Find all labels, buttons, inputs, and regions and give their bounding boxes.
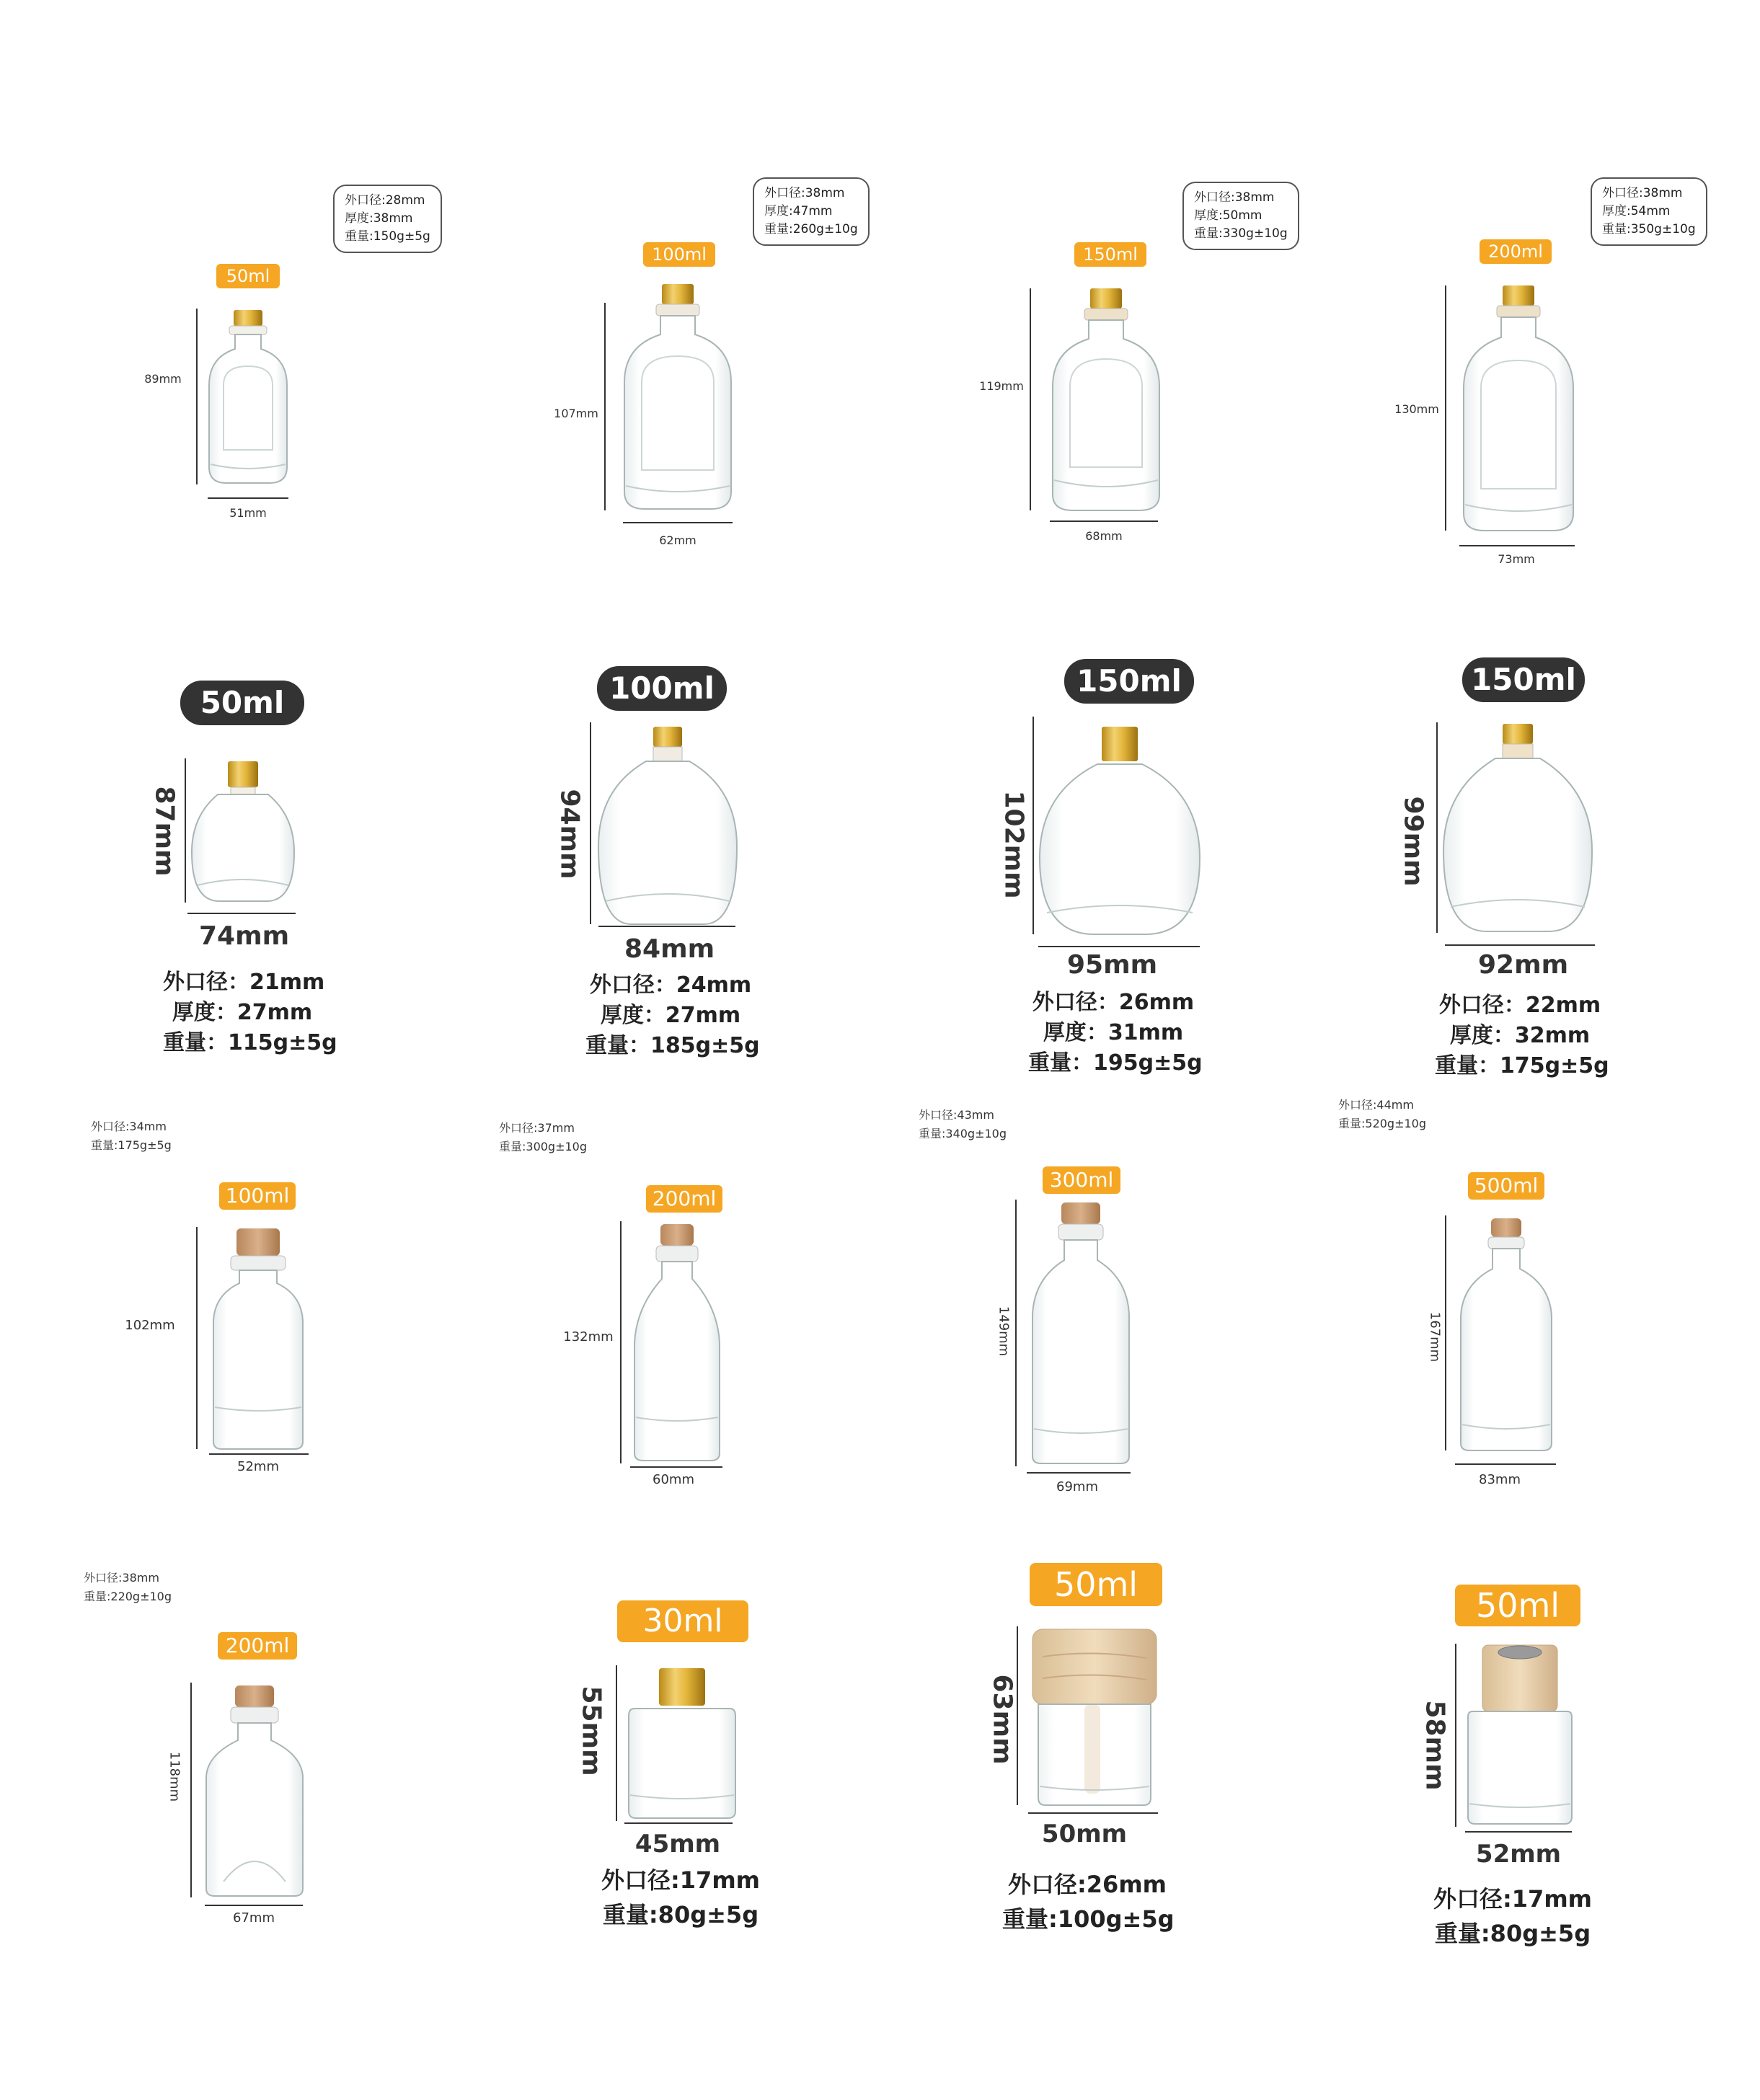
spec-block	[1435, 991, 1609, 1081]
volume-badge: 150ml	[1074, 242, 1146, 267]
spec-weight: 重量:350g±10g	[1602, 222, 1696, 236]
height-line	[1015, 1200, 1017, 1466]
height-label: 87mm	[149, 786, 180, 877]
width-label: 84mm	[624, 934, 715, 964]
spec-weight: 重量:520g±10g	[1338, 1117, 1427, 1130]
width-line	[1459, 545, 1575, 546]
spec-weight: 重量:175g±5g	[91, 1138, 172, 1152]
spec-weight: 重量:220g±10g	[84, 1590, 172, 1603]
bottle-image	[1455, 1215, 1557, 1453]
spec-weight: 重量：175g±5g	[1435, 1053, 1609, 1078]
spec-text	[1338, 1096, 1426, 1133]
spec-thickness: 厚度：32mm	[1449, 1023, 1591, 1048]
volume-badge: 150ml	[1064, 659, 1194, 704]
width-line	[1455, 1463, 1556, 1465]
spec-weight: 重量:100g±5g	[1002, 1905, 1175, 1933]
spec-block	[163, 967, 337, 1058]
height-line	[1445, 285, 1446, 531]
height-label: 102mm	[999, 790, 1029, 899]
height-label: 63mm	[987, 1674, 1017, 1765]
spec-outer-diameter: 外口径:17mm	[1433, 1885, 1593, 1913]
width-label: 62mm	[659, 533, 697, 547]
height-line	[616, 1665, 617, 1821]
bottle-image	[1028, 1628, 1161, 1808]
height-line	[620, 1221, 622, 1463]
spec-thickness: 厚度：31mm	[1043, 1020, 1184, 1045]
spec-thickness: 厚度：27mm	[172, 1000, 313, 1025]
spec-thickness: 厚度:47mm	[764, 204, 833, 218]
spec-outer-diameter: 外口径:17mm	[601, 1866, 761, 1894]
height-line	[1032, 717, 1034, 934]
width-label: 52mm	[1475, 1840, 1562, 1869]
width-line	[623, 522, 733, 523]
spec-text	[91, 1117, 172, 1155]
height-line	[185, 758, 186, 903]
width-line	[1028, 1812, 1158, 1814]
width-label: 69mm	[1056, 1479, 1098, 1494]
height-label: 119mm	[979, 379, 1024, 393]
volume-badge: 300ml	[1043, 1166, 1120, 1194]
height-line	[1436, 722, 1438, 933]
volume-badge: 100ml	[643, 242, 715, 267]
spec-weight: 重量:260g±10g	[764, 222, 858, 236]
width-line	[187, 913, 296, 914]
spec-outer-diameter: 外口径：22mm	[1438, 993, 1601, 1018]
height-label: 107mm	[554, 407, 598, 420]
bottle-image	[1465, 1642, 1575, 1827]
spec-outer-diameter: 外口径：26mm	[1032, 990, 1195, 1015]
bottle-image	[202, 1683, 307, 1899]
spec-weight: 重量：185g±5g	[585, 1033, 760, 1058]
height-label: 118mm	[167, 1751, 182, 1802]
width-line	[624, 1822, 733, 1824]
bottle-image	[205, 306, 291, 486]
bottle-image	[596, 724, 740, 927]
height-label: 102mm	[125, 1318, 175, 1333]
spec-box	[753, 177, 870, 246]
height-label: 94mm	[554, 789, 585, 880]
width-label: 52mm	[237, 1459, 279, 1474]
height-label: 149mm	[996, 1306, 1012, 1357]
bottle-image	[1027, 1200, 1135, 1466]
spec-thickness: 厚度:50mm	[1194, 208, 1262, 223]
bottle-image	[630, 1221, 724, 1463]
volume-badge: 200ml	[646, 1185, 722, 1213]
volume-badge: 500ml	[1468, 1172, 1544, 1200]
spec-outer-diameter: 外口径:44mm	[1338, 1098, 1414, 1112]
volume-badge: 100ml	[597, 666, 727, 711]
height-line	[1455, 1644, 1456, 1827]
volume-badge: 200ml	[1480, 239, 1552, 264]
spec-box	[1182, 182, 1299, 250]
bottle-image	[1459, 283, 1578, 533]
spec-weight: 重量:80g±5g	[1434, 1920, 1591, 1947]
height-label: 167mm	[1427, 1311, 1443, 1363]
spec-block	[1428, 1882, 1598, 1951]
spec-weight: 重量：115g±5g	[163, 1030, 337, 1055]
width-label: 50mm	[1041, 1820, 1128, 1848]
spec-thickness: 厚度：27mm	[600, 1003, 741, 1028]
bottle-image	[620, 281, 735, 512]
width-label: 83mm	[1479, 1472, 1521, 1487]
width-label: 92mm	[1478, 950, 1569, 980]
width-label: 45mm	[634, 1830, 721, 1858]
width-line	[208, 497, 288, 499]
height-line	[590, 722, 591, 924]
bottle-image	[1441, 721, 1595, 934]
width-line	[1445, 944, 1595, 946]
spec-text	[84, 1569, 172, 1606]
spec-box	[333, 185, 442, 253]
width-line	[1038, 946, 1200, 947]
volume-badge: 30ml	[617, 1600, 748, 1642]
volume-badge: 50ml	[1455, 1585, 1580, 1626]
volume-badge: 150ml	[1462, 657, 1585, 702]
spec-outer-diameter: 外口径:38mm	[1602, 186, 1683, 200]
spec-box	[1591, 177, 1707, 246]
width-label: 74mm	[199, 921, 290, 951]
spec-block	[1028, 988, 1203, 1078]
width-label: 68mm	[1085, 529, 1123, 543]
height-line	[196, 309, 198, 484]
spec-outer-diameter: 外口径:26mm	[1007, 1871, 1167, 1898]
spec-weight: 重量：195g±5g	[1028, 1050, 1203, 1076]
volume-badge: 200ml	[218, 1632, 297, 1660]
height-line	[604, 303, 606, 510]
spec-outer-diameter: 外口径:37mm	[499, 1121, 575, 1135]
height-line	[190, 1683, 192, 1897]
spec-weight: 重量:330g±10g	[1194, 226, 1288, 241]
height-label: 55mm	[576, 1685, 606, 1776]
width-label: 51mm	[229, 506, 267, 520]
height-line	[1030, 288, 1031, 510]
width-line	[205, 1905, 303, 1906]
width-line	[1027, 1472, 1131, 1474]
width-line	[598, 926, 735, 927]
spec-block	[1002, 1867, 1175, 1936]
spec-outer-diameter: 外口径:43mm	[919, 1108, 994, 1122]
bottle-image	[208, 1226, 309, 1452]
width-label: 60mm	[653, 1472, 694, 1487]
height-line	[196, 1227, 198, 1449]
width-label: 95mm	[1067, 950, 1158, 980]
bottle-image	[624, 1665, 740, 1821]
width-label: 73mm	[1498, 552, 1535, 566]
spec-outer-diameter: 外口径：24mm	[589, 973, 752, 998]
spec-outer-diameter: 外口径:38mm	[764, 186, 845, 200]
height-label: 130mm	[1394, 402, 1439, 416]
spec-outer-diameter: 外口径：21mm	[163, 970, 325, 995]
spec-block	[596, 1863, 766, 1932]
spec-outer-diameter: 外口径:28mm	[345, 193, 425, 208]
spec-thickness: 厚度:54mm	[1602, 204, 1671, 218]
width-line	[1050, 520, 1158, 522]
volume-badge: 50ml	[180, 681, 304, 725]
bottle-image	[189, 758, 297, 904]
spec-weight: 重量:340g±10g	[919, 1127, 1007, 1140]
volume-badge: 50ml	[1030, 1563, 1162, 1606]
width-line	[630, 1466, 722, 1468]
spec-text	[499, 1119, 587, 1156]
spec-outer-diameter: 外口径:38mm	[1194, 190, 1275, 205]
height-label: 132mm	[563, 1329, 614, 1344]
spec-thickness: 厚度:38mm	[345, 211, 413, 226]
spec-weight: 重量:80g±5g	[602, 1901, 759, 1928]
spec-text	[919, 1106, 1007, 1143]
spec-weight: 重量:300g±10g	[499, 1140, 588, 1153]
volume-badge: 50ml	[216, 264, 280, 288]
spec-weight: 重量:150g±5g	[345, 229, 430, 244]
bottle-image	[1037, 724, 1203, 937]
height-label: 99mm	[1398, 796, 1428, 887]
width-label: 67mm	[233, 1910, 275, 1926]
height-line	[1445, 1215, 1446, 1450]
bottle-image	[1048, 285, 1164, 513]
spec-outer-diameter: 外口径:38mm	[84, 1571, 159, 1585]
width-line	[209, 1453, 309, 1455]
spec-outer-diameter: 外口径:34mm	[91, 1120, 167, 1133]
height-label: 89mm	[144, 372, 182, 386]
width-line	[1465, 1831, 1572, 1833]
height-label: 58mm	[1420, 1700, 1450, 1791]
volume-badge: 100ml	[219, 1182, 296, 1210]
spec-block	[585, 970, 760, 1061]
